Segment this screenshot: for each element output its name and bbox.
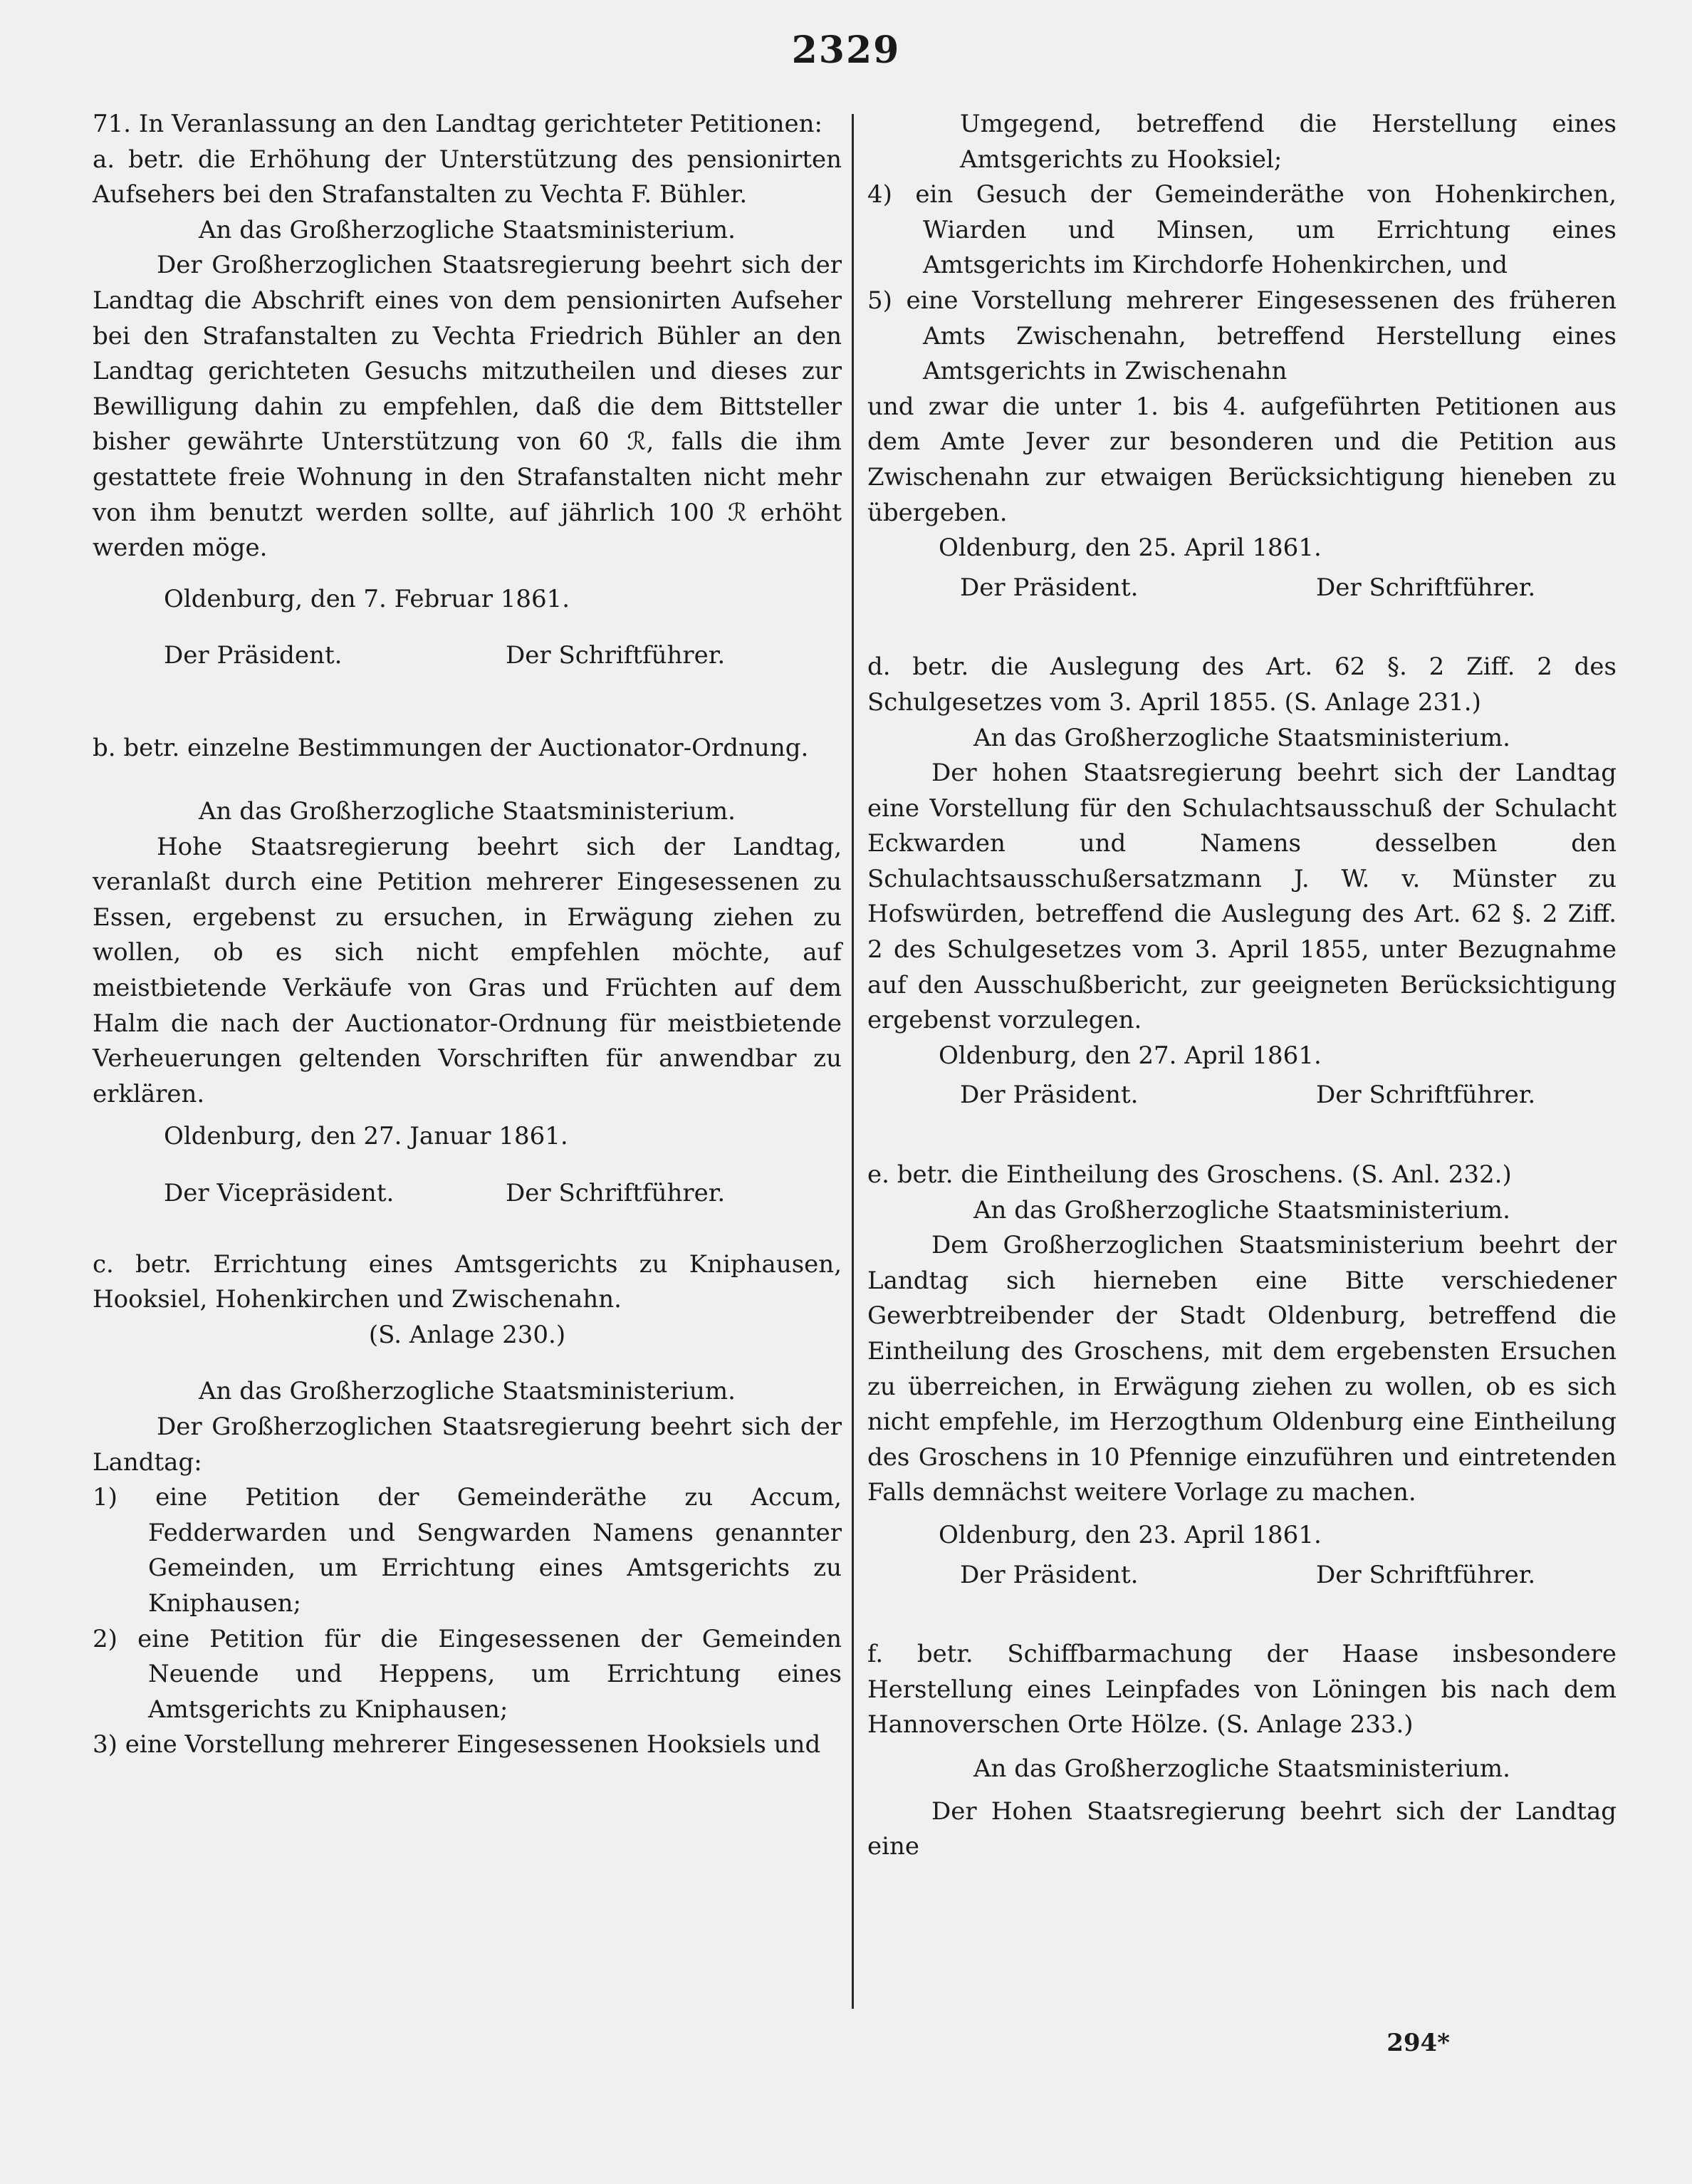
section-c-date: Oldenburg, den 25. April 1861.	[939, 534, 1322, 563]
list-item: 5) eine Vorstellung mehrerer Eingesessenen des früheren Amts Zwischenahn, betreffend Herstellung eines Amtsgerichts in Zwischenahn	[867, 286, 1617, 386]
right-column	[867, 107, 1617, 1865]
section-a-date: Oldenburg, den 7. Februar 1861.	[164, 584, 570, 613]
list-item: 4) ein Gesuch der Gemeinderäthe von Hohenkirchen, Wiarden und Minsen, um Errichtung eines Amtsgerichts im Kirchdorfe Hohenkirchen, und	[867, 180, 1617, 280]
section-e-signatures	[867, 1558, 1617, 1593]
section-a-sig-president: Der Präsident.	[164, 641, 343, 670]
section-c-list-continued	[867, 107, 1617, 390]
section-c-list	[93, 1480, 842, 1763]
section-c-signatures	[867, 571, 1617, 606]
left-column	[93, 107, 842, 1763]
section-e-sig-secretary: Der Schriftführer.	[1316, 1560, 1536, 1589]
section-f-addressee: An das Großherzogliche Staatsministerium.	[973, 1754, 1510, 1783]
section-c-addressee: An das Großherzogliche Staatsministerium.	[199, 1377, 736, 1406]
section-d-sig-president: Der Präsident.	[960, 1081, 1139, 1110]
section-f-body: Der Hohen Staatsregierung beehrt sich der Landtag eine	[867, 1796, 1617, 1861]
column-divider	[852, 114, 854, 2009]
section-a-heading: a. betr. die Erhöhung der Unterstützung des pensionirten Aufsehers bei den Strafanstalten zu Vechta F. Bühler.	[93, 145, 842, 209]
section-b-heading: b. betr. einzelne Bestimmungen der Auctionator-Ordnung.	[93, 733, 809, 762]
section-d-addressee: An das Großherzogliche Staatsministerium.	[973, 723, 1510, 752]
item-71-heading: 71. In Veranlassung an den Landtag gerichteter Petitionen:	[93, 110, 822, 138]
section-b-addressee: An das Großherzogliche Staatsministerium.	[199, 797, 736, 826]
section-b-sig-vicepresident: Der Vicepräsident.	[164, 1179, 395, 1208]
page-number: 2329	[791, 28, 901, 72]
section-c-sig-secretary: Der Schriftführer.	[1316, 573, 1536, 602]
section-b-body: Hohe Staatsregierung beehrt sich der Landtag, veranlaßt durch eine Petition mehrerer Eingesessenen zu Essen, ergebenst zu ersuchen, in Erwägung ziehen zu wollen, ob es sich nicht empfehlen möchte, auf meistbietende Verkäufe von Gras und Früchten auf dem Halm die nach der Auctionator-Ordnung für meistbietende Verheuerungen geltenden Vorschriften für anwendbar zu erklären.	[93, 832, 842, 1108]
section-d-heading: d. betr. die Auslegung des Art. 62 §. 2 Ziff. 2 des Schulgesetzes vom 3. April 1855. (S. Anlage 231.)	[867, 652, 1617, 717]
section-a-body: Der Großherzoglichen Staatsregierung beehrt sich der Landtag die Abschrift eines von dem pensionirten Aufseher bei den Strafanstalten zu Vechta Friedrich Bühler an den Landtag gerichteten Gesuchs mitzutheilen und dieses zur Bewilligung dahin zu empfehlen, daß die dem Bittsteller bisher gewährte Unterstützung von 60 ℛ, falls die ihm gestattete freie Wohnung in den Strafanstalten nicht mehr von ihm benutzt werden sollte, auf jährlich 100 ℛ erhöht werden möge.	[93, 251, 842, 563]
section-e-addressee: An das Großherzogliche Staatsministerium.	[973, 1195, 1510, 1224]
section-d-sig-secretary: Der Schriftführer.	[1316, 1081, 1536, 1110]
section-d-signatures	[867, 1078, 1617, 1113]
section-a-signatures	[93, 638, 842, 674]
section-a-addressee: An das Großherzogliche Staatsministerium.	[199, 215, 736, 244]
section-c-annex: (S. Anlage 230.)	[368, 1320, 566, 1349]
section-f-heading: f. betr. Schiffbarmachung der Haase insbesondere Herstellung eines Leinpfades von Löningen bis nach dem Hannoverschen Orte Hölze. (S. Anlage 233.)	[867, 1640, 1617, 1740]
section-b-date: Oldenburg, den 27. Januar 1861.	[164, 1122, 568, 1151]
section-c-sig-president: Der Präsident.	[960, 573, 1139, 602]
section-e-sig-president: Der Präsident.	[960, 1560, 1139, 1589]
section-e-heading: e. betr. die Eintheilung des Groschens. (S. Anl. 232.)	[867, 1160, 1512, 1190]
section-c-heading: c. betr. Errichtung eines Amtsgerichts zu Kniphausen, Hooksiel, Hohenkirchen und Zwischenahn.	[93, 1249, 842, 1314]
list-item: 1) eine Petition der Gemeinderäthe zu Accum, Fedderwarden und Sengwarden Namens genannter Gemeinden, um Errichtung eines Amtsgerichts zu Kniphausen;	[93, 1483, 842, 1618]
section-c-close: und zwar die unter 1. bis 4. aufgeführten Petitionen aus dem Amte Jever zur besonderen und die Petition aus Zwischenahn zur etwaigen Berücksichtigung hieneben zu übergeben.	[867, 392, 1617, 527]
section-e-body: Dem Großherzoglichen Staatsministerium beehrt der Landtag sich hierneben eine Bitte verschiedener Gewerbtreibender der Stadt Oldenburg, betreffend die Eintheilung des Groschens, mit dem ergebensten Ersuchen zu überreichen, in Erwägung ziehen zu wollen, ob es sich nicht empfehle, im Herzogthum Oldenburg eine Eintheilung des Groschens in 10 Pfennige einzuführen und eintretenden Falls demnächst weitere Vorlage zu machen.	[867, 1231, 1617, 1507]
section-e-date: Oldenburg, den 23. April 1861.	[939, 1520, 1322, 1549]
signature-mark: 294*	[1386, 2029, 1450, 2057]
section-d-body: Der hohen Staatsregierung beehrt sich der Landtag eine Vorstellung für den Schulachtsausschuß der Schulacht Eckwarden und Namens desselben den Schulachtsausschußersatzmann J. W. v. Münster zu Hofswürden, betreffend die Auslegung des Art. 62 §. 2 Ziff. 2 des Schulgesetzes vom 3. April 1855, unter Bezugnahme auf den Ausschußbericht, zur geeigneten Berücksichtigung ergebenst vorzulegen.	[867, 759, 1617, 1035]
section-b-signatures	[93, 1176, 842, 1212]
list-item: 3) eine Vorstellung mehrerer Eingesessenen Hooksiels und	[93, 1730, 821, 1759]
section-b-sig-secretary: Der Schriftführer.	[506, 1179, 726, 1208]
section-a-sig-secretary: Der Schriftführer.	[506, 641, 726, 670]
section-d-date: Oldenburg, den 27. April 1861.	[939, 1041, 1322, 1070]
section-c-intro: Der Großherzoglichen Staatsregierung beehrt sich der Landtag:	[93, 1413, 842, 1477]
list-item: Umgegend, betreffend die Herstellung eines Amtsgerichts zu Hooksiel;	[960, 110, 1617, 174]
list-item: 2) eine Petition für die Eingesessenen der Gemeinden Neuende und Heppens, um Errichtung eines Amtsgerichts zu Kniphausen;	[93, 1624, 842, 1724]
